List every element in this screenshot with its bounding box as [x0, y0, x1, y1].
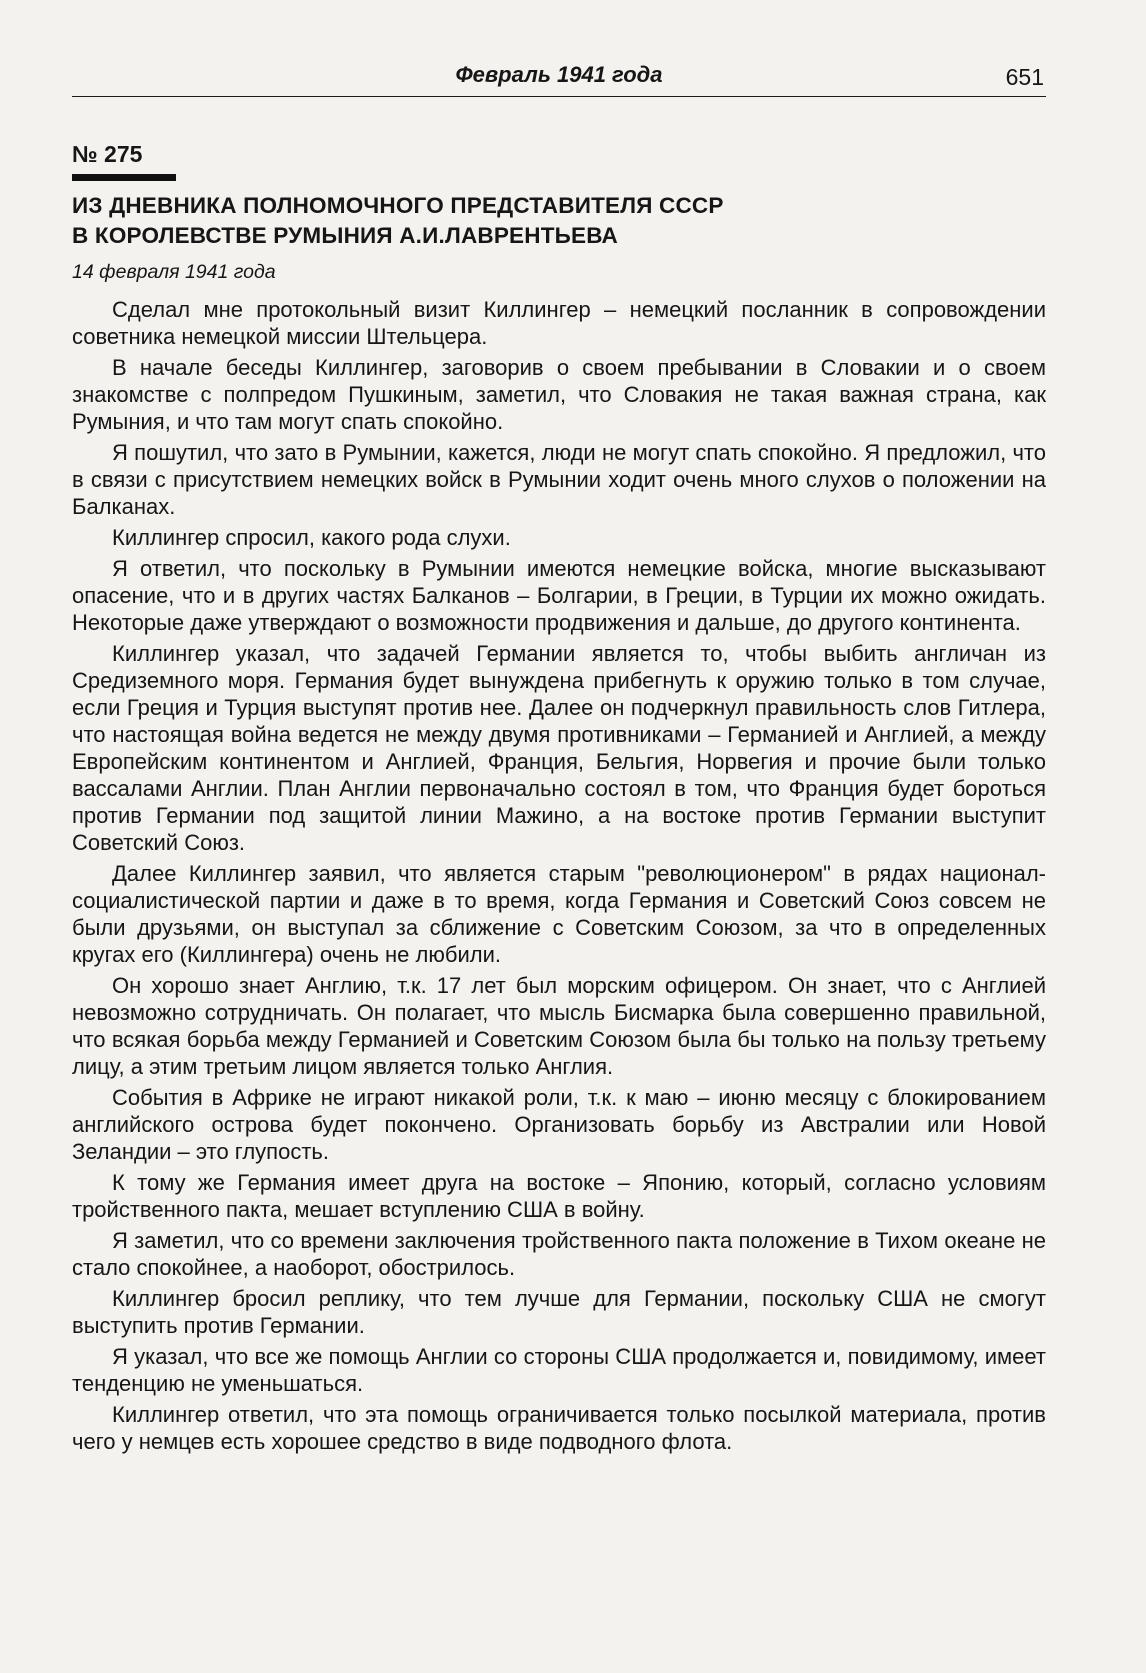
body-paragraph: Киллингер указал, что задачей Германии является то, чтобы выбить англичан из Средиземного моря. Германия будет вынуждена прибегнуть к оружию только в том случае, если Греция и Турция выступят против нее. Далее он подчеркнул правильность слов Гитлера, что настоящая война ведется не между двумя противниками – Германией и Англией, а между Европейским континентом и Англией, Франция, Бельгия, Норвегия и прочие были только вассалами Англии. План Англии первоначально состоял в том, что Франция будет бороться против Германии под защитой линии Мажино, а на востоке против Германии выступит Советский Союз.	[72, 641, 1046, 855]
body-paragraph: Далее Киллингер заявил, что является старым "революционером" в рядах национал-социалистической партии и даже в то время, когда Германия и Советский Союз совсем не были друзьями, он выступал за сближение с Советским Союзом, за что в определенных кругах его (Киллингера) очень не любили.	[72, 861, 1046, 967]
body-paragraph: Я пошутил, что зато в Румынии, кажется, люди не могут спать спокойно. Я предложил, что в связи с присутствием немецких войск в Румынии ходит очень много слухов о положении на Балканах.	[72, 440, 1046, 519]
body-paragraph: Он хорошо знает Англию, т.к. 17 лет был морским офицером. Он знает, что с Англией невозможно сотрудничать. Он полагает, что мысль Бисмарка была совершенно правильной, что всякая борьба между Германией и Советским Союзом была бы только на пользу третьему лицу, а этим третьим лицом является только Англия.	[72, 973, 1046, 1079]
body-paragraph: Я заметил, что со времени заключения тройственного пакта положение в Тихом океане не стало спокойнее, а наоборот, обострилось.	[72, 1228, 1046, 1280]
document-title-line: ИЗ ДНЕВНИКА ПОЛНОМОЧНОГО ПРЕДСТАВИТЕЛЯ СССР	[72, 193, 724, 218]
body-paragraph: Киллингер бросил реплику, что тем лучше для Германии, поскольку США не смогут выступить против Германии.	[72, 1286, 1046, 1338]
document-title	[72, 191, 1046, 251]
page-number: 651	[1005, 64, 1044, 90]
body-paragraph: Я указал, что все же помощь Англии со стороны США продолжается и, повидимому, имеет тенденцию не уменьшаться.	[72, 1344, 1046, 1396]
body-paragraph: Киллингер спросил, какого рода слухи.	[112, 525, 511, 550]
document-number-rule	[72, 174, 176, 181]
document-title-line: В КОРОЛЕВСТВЕ РУМЫНИЯ А.И.ЛАВРЕНТЬЕВА	[72, 223, 619, 248]
document-body	[72, 296, 1046, 1455]
running-header	[72, 58, 1046, 97]
body-paragraph: К тому же Германия имеет друга на востоке – Японию, который, согласно условиям тройственного пакта, мешает вступлению США в войну.	[72, 1170, 1046, 1222]
body-paragraph: Киллингер ответил, что эта помощь ограничивается только посылкой материала, против чего у немцев есть хорошее средство в виде подводного флота.	[72, 1402, 1046, 1454]
body-paragraph: Сделал мне протокольный визит Киллингер – немецкий посланник в сопровождении советника немецкой миссии Штельцера.	[72, 297, 1046, 349]
document-date: 14 февраля 1941 года	[72, 261, 276, 283]
body-paragraph: В начале беседы Киллингер, заговорив о своем пребывании в Словакии и о своем знакомстве с полпредом Пушкиным, заметил, что Словакия не такая важная страна, как Румыния, и что там могут спать спокойно.	[72, 355, 1046, 434]
running-title: Февраль 1941 года	[455, 62, 663, 87]
document-number: № 275	[72, 141, 143, 167]
body-paragraph: Я ответил, что поскольку в Румынии имеются немецкие войска, многие высказывают опасение, что и в других частях Балканов – Болгарии, в Греции, в Турции их можно ожидать. Некоторые даже утверждают о возможности продвижения и дальше, до другого континента.	[72, 556, 1046, 635]
body-paragraph: События в Африке не играют никакой роли, т.к. к маю – июню месяцу с блокированием английского острова будет покончено. Организовать борьбу из Австралии или Новой Зеландии – это глупость.	[72, 1085, 1046, 1164]
